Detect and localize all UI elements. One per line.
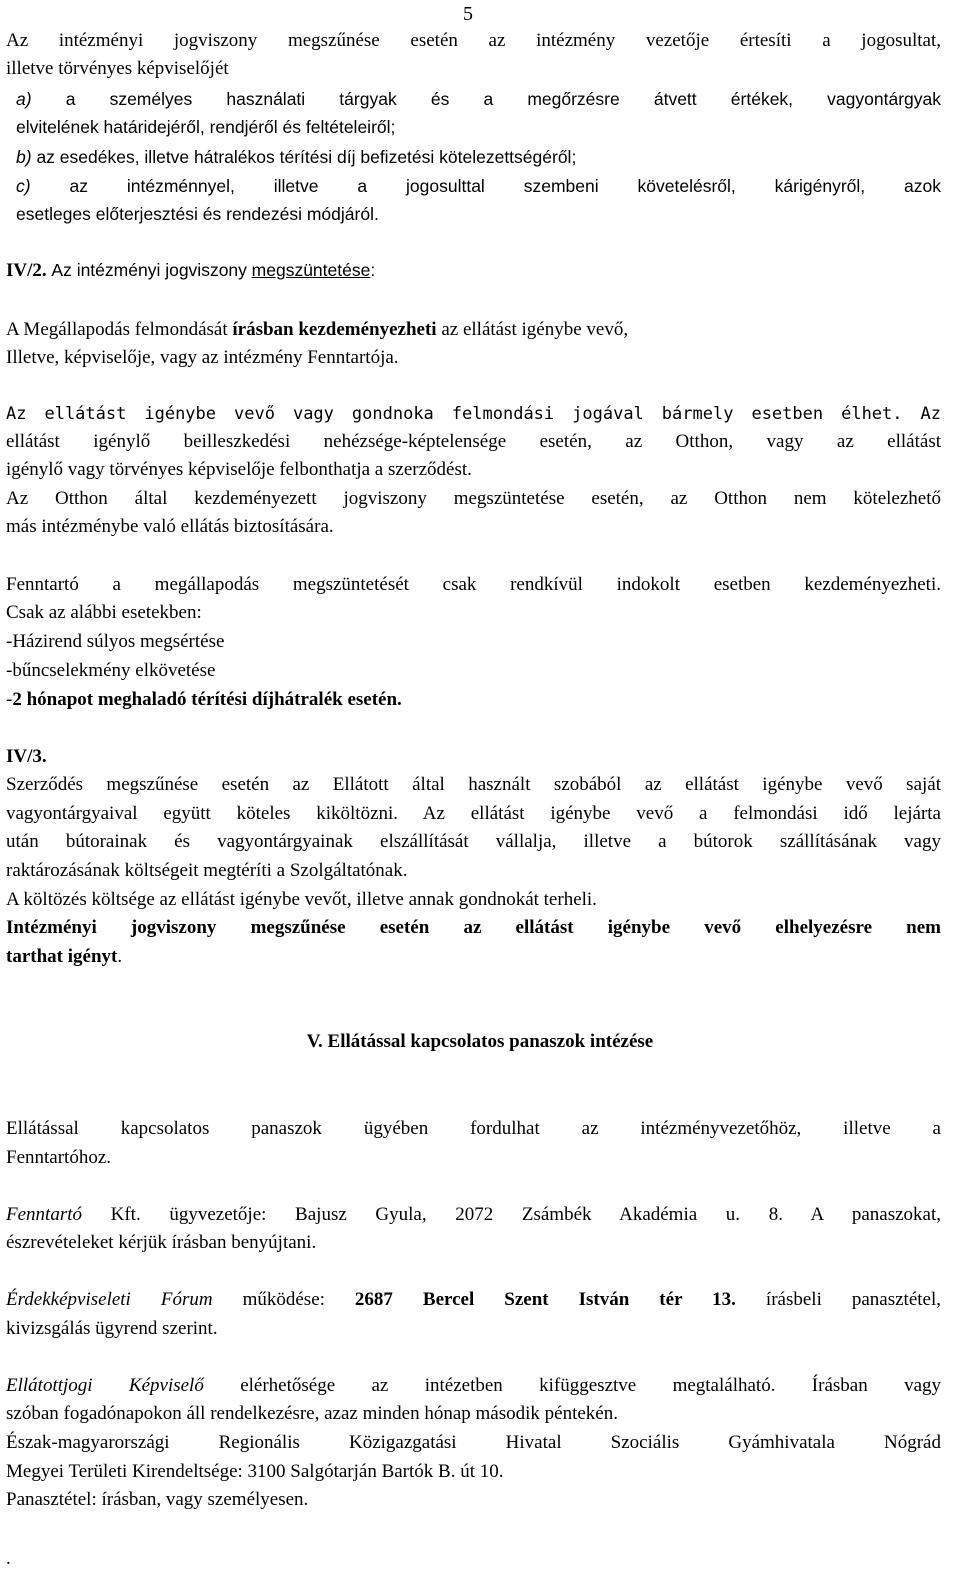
page-number: 5 xyxy=(463,3,473,25)
iv3-p1-line-2: vagyontárgyaival együtt köteles kiköltözni. Az ellátást igénybe vevő a felmondási idő lejárta xyxy=(6,803,941,824)
item-a-text: a személyes használati tárgyak és a megőrzésre átvett értékek, vagyontárgyak xyxy=(65,89,941,109)
trailing-dot: . xyxy=(6,1548,11,1569)
v-p3-line-1 xyxy=(6,1286,941,1314)
iv2-p2-line-3: igénylő vagy törvényes képviselője felbonthatja a szerződést. xyxy=(6,459,472,480)
iv2-heading-number: IV/2. xyxy=(6,260,47,281)
iv2-p1-line-1 xyxy=(6,316,941,344)
v-p3-italic: Érdekképviseleti Fórum xyxy=(6,1289,213,1310)
iv2-heading-colon: : xyxy=(370,260,376,280)
item-a-line-2: elvitelének határidejéről, rendjéről és feltételeiről; xyxy=(16,117,396,137)
iv3-p3-line-1 xyxy=(6,914,941,942)
v-p3-line-2: kivizsgálás ügyrend szerint. xyxy=(6,1318,218,1339)
iv3-p1-line-3: után bútorainak és vagyontárgyainak elszállítását vállalja, illetve a bútorok szállításának vagy xyxy=(6,831,941,852)
v-p2-rest: Kft. ügyvezetője: Bajusz Gyula, 2072 Zsámbék Akadémia u. 8. A panaszokat, xyxy=(82,1204,941,1225)
iv3-p1-line-4: raktározásának költségeit megtéríti a Szolgáltatónak. xyxy=(6,860,408,881)
v-p2-line-1 xyxy=(6,1201,941,1229)
section-v-heading-text: V. Ellátással kapcsolatos panaszok intézése xyxy=(306,1031,654,1052)
iv2-p1-text-a: A Megállapodás felmondását xyxy=(6,319,233,340)
v-p3-bold-address: 2687 Bercel Szent István tér 13. xyxy=(354,1289,736,1310)
iv3-p3-line-2 xyxy=(6,943,941,971)
iv3-p3-bold-2: tarthat igényt xyxy=(6,946,118,967)
item-a-label: a) xyxy=(16,89,32,109)
iv2-heading-underlined: megszüntetése xyxy=(251,260,371,280)
v-p4-line-5: Panasztétel: írásban, vagy személyesen. xyxy=(6,1489,309,1510)
v-p4-line-3: Észak-magyarországi Regionális Közigazgatási Hivatal Szociális Gyámhivatala Nógrád xyxy=(6,1432,941,1453)
iv2-list-item-3 xyxy=(6,686,941,714)
item-b-label: b) xyxy=(16,147,32,167)
iv3-p2-line-1: A költözés költsége az ellátást igénybe vevőt, illetve annak gondnokát terheli. xyxy=(6,889,597,910)
iv2-list-item-3-bold: 2 hónapot meghaladó térítési díjhátralék esetén. xyxy=(12,689,402,710)
iv3-p3-end: . xyxy=(117,946,123,967)
iv3-p3-bold-1: Intézményi jogviszony megszűnése esetén az ellátást igénybe vevő elhelyezésre nem xyxy=(6,917,941,938)
iv2-p2-line-2: ellátást igénylő beilleszkedési nehézsége-képtelensége esetén, az Otthon, vagy az ellátást xyxy=(6,431,941,452)
v-p4-italic: Ellátottjogi Képviselő xyxy=(6,1375,204,1396)
v-p1-line-2: Fenntartóhoz. xyxy=(6,1147,112,1168)
v-p2-line-2: észrevételeket kérjük írásban benyújtani. xyxy=(6,1232,317,1253)
iv2-p2-line-1: Az ellátást igénybe vevő vagy gondnoka felmondási jogával bármely esetben élhet. Az xyxy=(6,404,941,424)
v-p2-italic: Fenntartó xyxy=(6,1204,82,1225)
iv3-p1-line-1: Szerződés megszűnése esetén az Ellátott által használt szobából az ellátást igénybe vevő saját xyxy=(6,774,941,795)
v-p4-line-1 xyxy=(6,1372,941,1400)
v-p1-line-1: Ellátással kapcsolatos panaszok ügyében fordulhat az intézményvezetőhöz, illetve a xyxy=(6,1118,941,1139)
item-c-label: c) xyxy=(16,176,31,196)
section-v-heading xyxy=(0,1028,960,1056)
iv2-p1-line-2: Illetve, képviselője, vagy az intézmény Fenntartója. xyxy=(6,347,399,368)
item-c-line-2: esetleges előterjesztési és rendezési módjáról. xyxy=(16,204,379,224)
v-p3-text-b: írásbeli panasztétel, xyxy=(735,1289,942,1310)
iv2-list-item-3-dash: - xyxy=(6,689,13,710)
iv2-list-item-2: -bűncselekmény elkövetése xyxy=(6,660,216,681)
iv3-heading xyxy=(6,743,941,771)
v-p4-rest: elérhetősége az intézetben kifüggesztve megtalálható. Írásban vagy xyxy=(203,1375,941,1396)
item-b-text: az esedékes, illetve hátralékos térítési díj befizetési kötelezettségéről; xyxy=(36,147,577,167)
iv2-heading xyxy=(6,256,941,285)
v-p4-line-4: Megyei Területi Kirendeltsége: 3100 Salgótarján Bartók B. út 10. xyxy=(6,1461,504,1482)
item-a-line-1 xyxy=(6,85,941,113)
iv2-p3-line-1: Az Otthon által kezdeményezett jogviszony megszüntetése esetén, az Otthon nem kötelezhető xyxy=(6,488,941,509)
iv2-p3-line-2: más intézménybe való ellátás biztosítására. xyxy=(6,516,334,537)
iv2-p1-text-b: az ellátást igénybe vevő, xyxy=(436,319,629,340)
item-c-text: az intézménnyel, illetve a jogosulttal szembeni követelésről, kárigényről, azok xyxy=(69,176,941,196)
iv2-p4-line-1: Fenntartó a megállapodás megszüntetését csak rendkívül indokolt esetben kezdeményezheti. xyxy=(6,574,941,595)
iv2-p1-bold: írásban kezdeményezheti xyxy=(232,319,437,340)
iv2-p4-line-2: Csak az alábbi esetekben: xyxy=(6,602,202,623)
iv2-list-item-1: -Házirend súlyos megsértése xyxy=(6,631,225,652)
item-b-line-1 xyxy=(6,143,941,171)
item-c-line-1 xyxy=(6,172,941,200)
intro-line-1: Az intézményi jogviszony megszűnése esetén az intézmény vezetője értesíti a jogosultat, xyxy=(6,30,941,51)
v-p3-text-a: működése: xyxy=(212,1289,355,1310)
intro-line-2: illetve törvényes képviselőjét xyxy=(6,58,229,79)
iv3-heading-text: IV/3. xyxy=(6,746,47,767)
iv2-heading-text: Az intézményi jogviszony xyxy=(51,260,247,280)
v-p4-line-2: szóban fogadónapokon áll rendelkezésre, azaz minden hónap második péntekén. xyxy=(6,1403,618,1424)
